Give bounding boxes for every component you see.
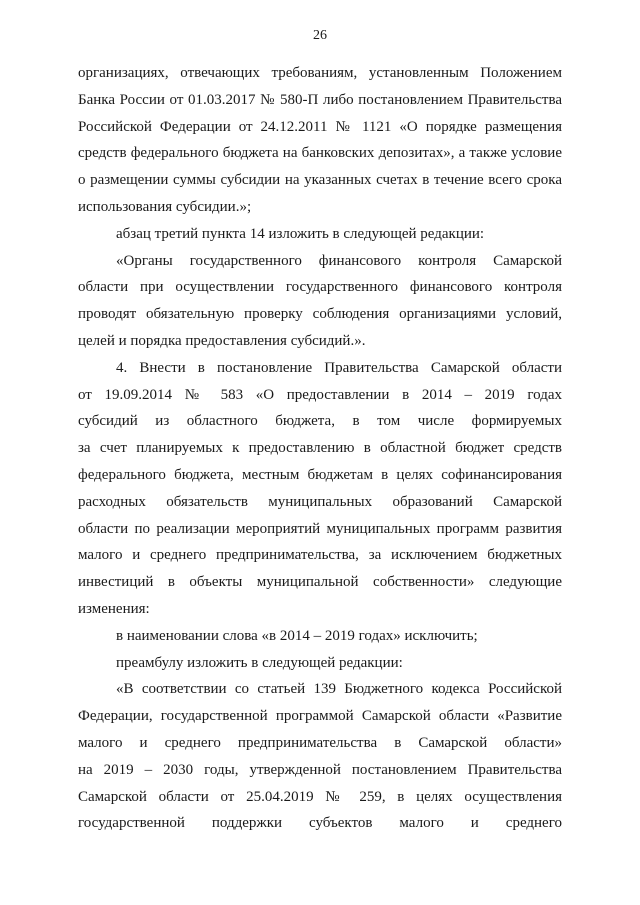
text-line: проводят обязательную проверку соблюдения организациями условий, — [78, 306, 562, 323]
text-line: 4. Внести в постановление Правительства Самарской области — [116, 359, 562, 376]
text-line: целей и порядка предоставления субсидий.». — [78, 332, 366, 349]
text-line: государственной поддержки субъектов малого и среднего — [78, 815, 562, 832]
text-line: преамбулу изложить в следующей редакции: — [116, 654, 403, 671]
text-line: на 2019 – 2030 годы, утвержденной постановлением Правительства — [78, 761, 562, 778]
text-line: от 19.09.2014 № 583 «О предоставлении в 2014 – 2019 годах — [78, 386, 562, 403]
text-line: за счет планируемых к предоставлению в областной бюджет средств — [78, 440, 562, 457]
text-line: «Органы государственного финансового контроля Самарской — [116, 252, 562, 269]
text-line: в наименовании слова «в 2014 – 2019 годах» исключить; — [116, 627, 478, 644]
document-body — [78, 60, 562, 837]
text-line: изменения: — [78, 600, 150, 617]
text-line: расходных обязательств муниципальных образований Самарской — [78, 493, 562, 510]
text-line: Федерации, государственной программой Самарской области «Развитие — [78, 708, 562, 725]
text-line: малого и среднего предпринимательства в Самарской области» — [78, 734, 562, 751]
text-line: области при осуществлении государственного финансового контроля — [78, 279, 562, 296]
page-number: 26 — [313, 28, 327, 43]
text-line: средств федерального бюджета на банковских депозитах», а также условие — [78, 145, 562, 162]
text-line: использования субсидии.»; — [78, 198, 252, 215]
text-line: малого и среднего предпринимательства, за исключением бюджетных — [78, 547, 562, 564]
text-line: области по реализации мероприятий муниципальных программ развития — [78, 520, 562, 537]
text-line: «В соответствии со статьей 139 Бюджетного кодекса Российской — [116, 681, 562, 698]
text-line: Банка России от 01.03.2017 № 580-П либо постановлением Правительства — [78, 91, 562, 108]
text-line: Самарской области от 25.04.2019 № 259, в целях осуществления — [78, 788, 562, 805]
text-line: федерального бюджета, местным бюджетам в целях софинансирования — [78, 466, 562, 483]
text-line: организациях, отвечающих требованиям, установленным Положением — [78, 65, 562, 81]
text-line: инвестиций в объекты муниципальной собственности» следующие — [78, 574, 562, 591]
text-line: о размещении суммы субсидии на указанных счетах в течение всего срока — [78, 172, 562, 189]
text-line: Российской Федерации от 24.12.2011 № 1121 «О порядке размещения — [78, 118, 562, 135]
text-line: абзац третий пункта 14 изложить в следующей редакции: — [116, 225, 485, 242]
text-line: субсидий из областного бюджета, в том числе формируемых — [78, 413, 562, 430]
